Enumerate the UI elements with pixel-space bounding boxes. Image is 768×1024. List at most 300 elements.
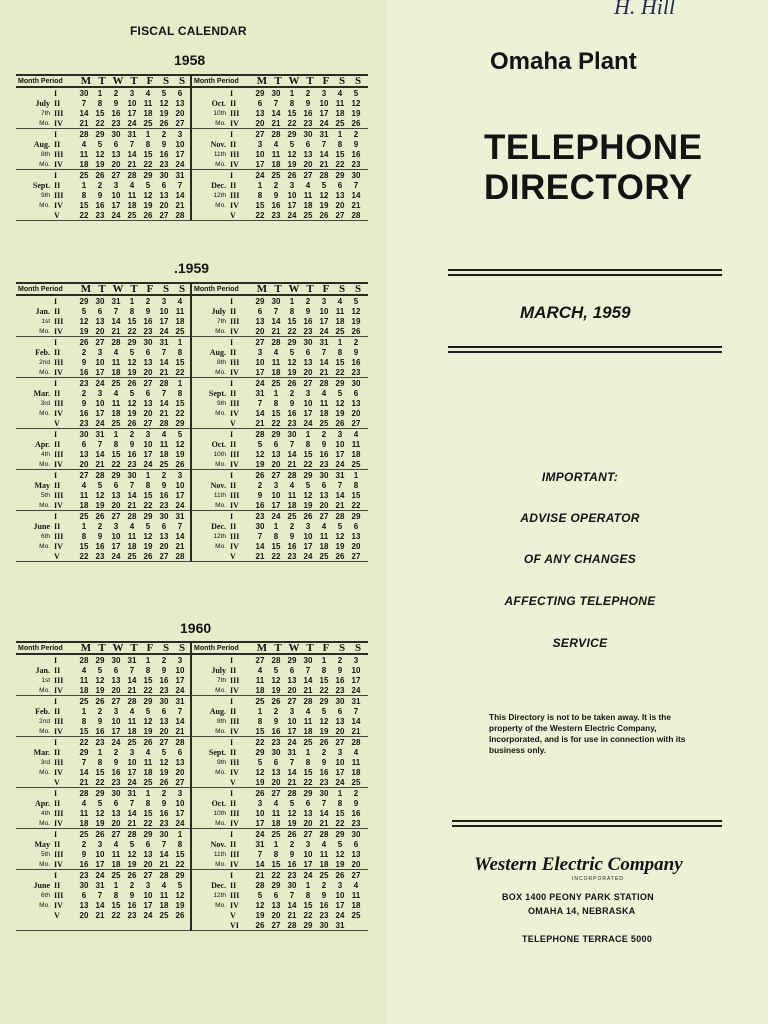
day-number: 22 (335, 367, 345, 377)
period-number: II (54, 480, 61, 490)
day-number: 28 (319, 378, 329, 388)
period-number: III (54, 108, 64, 118)
day-number: 26 (351, 326, 361, 336)
week-line (192, 357, 368, 367)
day-number: 19 (335, 541, 345, 551)
week-line (16, 531, 190, 541)
day-number: 16 (319, 767, 329, 777)
day-number: 24 (175, 818, 185, 828)
day-number: 26 (95, 829, 105, 839)
month-abbrev: Mo. (39, 119, 50, 127)
day-number: 17 (255, 367, 265, 377)
day-number: 4 (113, 388, 119, 398)
day-number: 15 (303, 767, 313, 777)
day-number: 23 (111, 777, 121, 787)
month-number: 12th (213, 191, 226, 199)
week-line (192, 108, 368, 118)
day-number: 5 (145, 521, 151, 531)
day-number: 6 (353, 388, 359, 398)
day-number: 19 (159, 767, 169, 777)
day-number: 28 (159, 870, 169, 880)
day-number: 15 (175, 849, 185, 859)
day-number: 12 (127, 357, 137, 367)
day-number: 14 (127, 808, 137, 818)
week-line (192, 408, 368, 418)
day-number: 25 (159, 459, 169, 469)
day-number: 24 (335, 910, 345, 920)
month-abbrev: Mo. (39, 542, 50, 550)
day-number: 17 (319, 108, 329, 118)
day-number: 24 (255, 378, 265, 388)
month-abbrev: Mo. (39, 768, 50, 776)
month-number: 12th (213, 532, 226, 540)
weekday-label: M (80, 283, 92, 295)
month-number: 11th (213, 491, 226, 499)
period-number: IV (230, 118, 239, 128)
weekday-label: T (98, 642, 106, 654)
week-line (16, 900, 190, 910)
day-number: 6 (145, 347, 151, 357)
day-number: 19 (143, 726, 153, 736)
day-number: 2 (161, 470, 167, 480)
day-number: 25 (79, 170, 89, 180)
day-number: 16 (319, 449, 329, 459)
divider (452, 825, 722, 827)
day-number: 31 (95, 429, 105, 439)
day-number: 16 (287, 859, 297, 869)
day-number: 15 (271, 541, 281, 551)
day-number: 16 (287, 541, 297, 551)
period-number: III (54, 398, 64, 408)
day-number: 2 (353, 337, 359, 347)
day-number: 14 (335, 490, 345, 500)
day-number: 23 (287, 418, 297, 428)
day-number: 18 (127, 541, 137, 551)
month-period-label: Month Period (18, 285, 63, 293)
day-number: 6 (113, 480, 119, 490)
month-block (192, 829, 368, 870)
day-number: 6 (113, 798, 119, 808)
day-number: 3 (97, 839, 103, 849)
day-number: 15 (95, 767, 105, 777)
day-number: 23 (351, 159, 361, 169)
day-number: 2 (273, 180, 279, 190)
day-number: 4 (353, 747, 359, 757)
month-name: May (34, 839, 50, 849)
month-block (192, 170, 368, 221)
week-line (192, 306, 368, 316)
day-number: 22 (319, 685, 329, 695)
day-number: 28 (335, 511, 345, 521)
period-number: V (54, 210, 60, 220)
day-number: 17 (143, 449, 153, 459)
week-line (16, 685, 190, 695)
month-abbrev: Mo. (215, 768, 226, 776)
day-number: 24 (95, 418, 105, 428)
day-number: 6 (145, 839, 151, 849)
day-number: 10 (159, 306, 169, 316)
period-number: III (54, 449, 64, 459)
period-number: VI (230, 920, 239, 930)
day-number: 16 (79, 408, 89, 418)
month-block (16, 788, 192, 829)
day-number: 23 (79, 418, 89, 428)
period-number: III (230, 531, 240, 541)
week-line (16, 190, 190, 200)
day-number: 12 (335, 531, 345, 541)
week-line (16, 511, 190, 521)
day-number: 7 (273, 98, 279, 108)
day-number: 12 (271, 675, 281, 685)
week-line (16, 159, 190, 169)
day-number: 25 (351, 777, 361, 787)
day-number: 12 (143, 716, 153, 726)
month-block (16, 870, 192, 931)
day-number: 1 (305, 747, 311, 757)
day-number: 21 (111, 326, 121, 336)
month-abbrev: Mo. (215, 368, 226, 376)
day-number: 1 (337, 337, 343, 347)
day-number: 17 (351, 675, 361, 685)
weekday-label: M (80, 642, 92, 654)
day-number: 3 (257, 347, 263, 357)
day-number: 21 (79, 118, 89, 128)
month-name: Nov. (210, 839, 226, 849)
month-block (16, 511, 192, 562)
week-line (192, 890, 368, 900)
day-number: 22 (335, 159, 345, 169)
day-number: 3 (337, 429, 343, 439)
day-number: 28 (127, 696, 137, 706)
week-line (16, 880, 190, 890)
calendar-month-row (16, 829, 368, 870)
day-number: 7 (177, 706, 183, 716)
day-number: 12 (335, 398, 345, 408)
weekday-label: F (146, 642, 154, 654)
day-number: 21 (159, 408, 169, 418)
day-number: 15 (143, 490, 153, 500)
week-line (16, 767, 190, 777)
day-number: 15 (287, 316, 297, 326)
day-number: 26 (335, 418, 345, 428)
day-number: 1 (305, 880, 311, 890)
day-number: 29 (143, 696, 153, 706)
month-number: 5th (40, 491, 50, 499)
day-number: 21 (351, 726, 361, 736)
day-number: 12 (159, 98, 169, 108)
day-number: 9 (161, 665, 167, 675)
day-number: 20 (351, 859, 361, 869)
period-number: I (230, 870, 234, 880)
weekday-label: S (354, 75, 362, 87)
day-number: 22 (95, 777, 105, 787)
weekday-label: T (306, 642, 314, 654)
advise-line-2: OF ANY CHANGES (523, 552, 637, 566)
day-number: 3 (257, 139, 263, 149)
month-number: 1st (41, 676, 50, 684)
day-number: 26 (255, 788, 265, 798)
week-line (192, 900, 368, 910)
weekday-label: T (274, 75, 282, 87)
day-number: 24 (255, 170, 265, 180)
month-abbrev: Mo. (215, 542, 226, 550)
year-1958: 1958 (174, 52, 206, 68)
day-number: 16 (287, 408, 297, 418)
day-number: 18 (303, 726, 313, 736)
day-number: 1 (321, 655, 327, 665)
day-number: 14 (79, 108, 89, 118)
day-number: 5 (161, 88, 167, 98)
important-heading: IMPORTANT: (541, 470, 619, 484)
day-number: 19 (303, 500, 313, 510)
period-number: IV (54, 726, 63, 736)
month-number: 7th (216, 317, 226, 325)
day-number: 11 (79, 149, 89, 159)
day-number: 3 (321, 296, 327, 306)
week-line (16, 337, 190, 347)
day-number: 13 (255, 108, 265, 118)
weekday-label: S (178, 75, 186, 87)
day-number: 18 (335, 108, 345, 118)
day-number: 14 (303, 675, 313, 685)
day-number: 8 (257, 716, 263, 726)
day-number: 18 (175, 316, 185, 326)
day-number: 26 (271, 696, 281, 706)
day-number: 9 (161, 798, 167, 808)
day-number: 11 (127, 531, 137, 541)
day-number: 10 (255, 808, 265, 818)
day-number: 20 (79, 910, 89, 920)
month-name: Feb. (35, 706, 50, 716)
calendar-header (192, 74, 368, 88)
month-block (192, 655, 368, 696)
week-line (192, 910, 368, 920)
month-number: 2nd (39, 358, 50, 366)
day-number: 16 (159, 675, 169, 685)
week-line (16, 910, 190, 920)
day-number: 6 (81, 890, 87, 900)
day-number: 24 (319, 326, 329, 336)
month-block (16, 378, 192, 429)
directory-title-line1: TELEPHONE (484, 128, 703, 167)
period-number: II (230, 139, 237, 149)
period-number: I (230, 737, 234, 747)
week-line (192, 726, 368, 736)
day-number: 24 (175, 500, 185, 510)
period-number: IV (54, 326, 63, 336)
day-number: 2 (289, 521, 295, 531)
day-number: 27 (271, 788, 281, 798)
day-number: 5 (97, 139, 103, 149)
advise-line-4: SERVICE (552, 636, 608, 650)
week-line (16, 388, 190, 398)
day-number: 6 (257, 98, 263, 108)
day-number: 18 (159, 900, 169, 910)
property-notice: This Directory is not to be taken away. It is the property of the Western Electric Company, Incorporated, and is for use in connection with its business only. (489, 712, 686, 755)
month-abbrev: Mo. (39, 727, 50, 735)
day-number: 9 (305, 98, 311, 108)
day-number: 6 (337, 180, 343, 190)
calendar-month-row (16, 870, 368, 931)
day-number: 8 (113, 439, 119, 449)
month-number: 3rd (40, 758, 50, 766)
day-number: 30 (303, 337, 313, 347)
day-number: 8 (145, 480, 151, 490)
day-number: 19 (95, 500, 105, 510)
day-number: 12 (95, 490, 105, 500)
period-number: IV (54, 685, 63, 695)
day-number: 5 (257, 890, 263, 900)
day-number: 7 (161, 839, 167, 849)
day-number: 23 (95, 551, 105, 561)
weekday-label: M (256, 642, 268, 654)
day-number: 3 (273, 480, 279, 490)
period-number: I (54, 470, 58, 480)
month-name: Nov. (210, 139, 226, 149)
day-number: 19 (159, 108, 169, 118)
day-number: 29 (255, 747, 265, 757)
day-number: 14 (127, 675, 137, 685)
day-number: 29 (351, 511, 361, 521)
day-number: 6 (337, 706, 343, 716)
day-number: 19 (319, 200, 329, 210)
day-number: 26 (79, 337, 89, 347)
day-number: 9 (113, 757, 119, 767)
day-number: 21 (127, 500, 137, 510)
day-number: 20 (271, 910, 281, 920)
day-number: 14 (271, 316, 281, 326)
day-number: 24 (255, 829, 265, 839)
month-block (16, 170, 192, 221)
week-line (192, 798, 368, 808)
weekday-label: W (112, 642, 124, 654)
day-number: 12 (159, 757, 169, 767)
day-number: 19 (127, 367, 137, 377)
day-number: 12 (351, 306, 361, 316)
day-number: 23 (351, 367, 361, 377)
day-number: 24 (303, 870, 313, 880)
day-number: 19 (127, 859, 137, 869)
day-number: 19 (95, 818, 105, 828)
week-line (192, 839, 368, 849)
period-number: I (54, 696, 58, 706)
day-number: 12 (143, 531, 153, 541)
day-number: 20 (319, 500, 329, 510)
day-number: 15 (127, 316, 137, 326)
day-number: 9 (81, 357, 87, 367)
period-number: II (230, 521, 237, 531)
day-number: 12 (255, 767, 265, 777)
day-number: 4 (161, 429, 167, 439)
weekday-label: T (130, 283, 138, 295)
day-number: 16 (79, 367, 89, 377)
day-number: 2 (305, 88, 311, 98)
month-abbrev: Mo. (215, 201, 226, 209)
day-number: 6 (177, 88, 183, 98)
day-number: 23 (271, 210, 281, 220)
day-number: 19 (143, 200, 153, 210)
day-number: 16 (303, 108, 313, 118)
day-number: 15 (111, 900, 121, 910)
day-number: 19 (271, 685, 281, 695)
day-number: 11 (303, 190, 313, 200)
day-number: 19 (335, 859, 345, 869)
day-number: 18 (255, 685, 265, 695)
period-number: III (54, 716, 64, 726)
day-number: 5 (337, 388, 343, 398)
weekday-label: T (306, 283, 314, 295)
month-name: Sept. (32, 180, 50, 190)
day-number: 24 (175, 159, 185, 169)
day-number: 1 (145, 470, 151, 480)
period-number: III (230, 398, 240, 408)
fiscal-calendar-title: FISCAL CALENDAR (130, 24, 247, 38)
day-number: 16 (351, 149, 361, 159)
divider (452, 820, 722, 822)
month-number: 10th (213, 109, 226, 117)
day-number: 30 (143, 337, 153, 347)
period-number: II (54, 798, 61, 808)
day-number: 23 (111, 118, 121, 128)
day-number: 11 (79, 675, 89, 685)
day-number: 15 (143, 675, 153, 685)
day-number: 2 (321, 747, 327, 757)
month-name: Oct. (211, 798, 226, 808)
day-number: 20 (255, 118, 265, 128)
week-line (192, 500, 368, 510)
week-line (192, 459, 368, 469)
day-number: 5 (353, 296, 359, 306)
day-number: 2 (81, 388, 87, 398)
day-number: 22 (111, 459, 121, 469)
day-number: 12 (319, 190, 329, 200)
day-number: 17 (287, 726, 297, 736)
day-number: 10 (255, 149, 265, 159)
day-number: 5 (129, 388, 135, 398)
day-number: 21 (335, 500, 345, 510)
day-number: 28 (351, 210, 361, 220)
day-number: 17 (287, 200, 297, 210)
day-number: 25 (79, 829, 89, 839)
week-line (16, 118, 190, 128)
weekday-label: F (322, 283, 330, 295)
period-number: I (230, 788, 234, 798)
period-number: IV (54, 900, 63, 910)
month-number: 6th (40, 891, 50, 899)
day-number: 14 (127, 149, 137, 159)
day-number: 13 (303, 357, 313, 367)
calendar-month-row (16, 696, 368, 737)
day-number: 23 (95, 210, 105, 220)
month-block (192, 129, 368, 170)
day-number: 28 (175, 737, 185, 747)
period-number: III (230, 675, 240, 685)
day-number: 30 (159, 696, 169, 706)
week-line (192, 139, 368, 149)
day-number: 1 (97, 88, 103, 98)
day-number: 11 (143, 757, 153, 767)
day-number: 19 (175, 449, 185, 459)
day-number: 1 (257, 706, 263, 716)
day-number: 25 (111, 870, 121, 880)
day-number: 4 (81, 798, 87, 808)
week-line (192, 388, 368, 398)
day-number: 10 (111, 716, 121, 726)
week-line (16, 439, 190, 449)
day-number: 9 (97, 190, 103, 200)
day-number: 17 (335, 449, 345, 459)
day-number: 7 (289, 757, 295, 767)
